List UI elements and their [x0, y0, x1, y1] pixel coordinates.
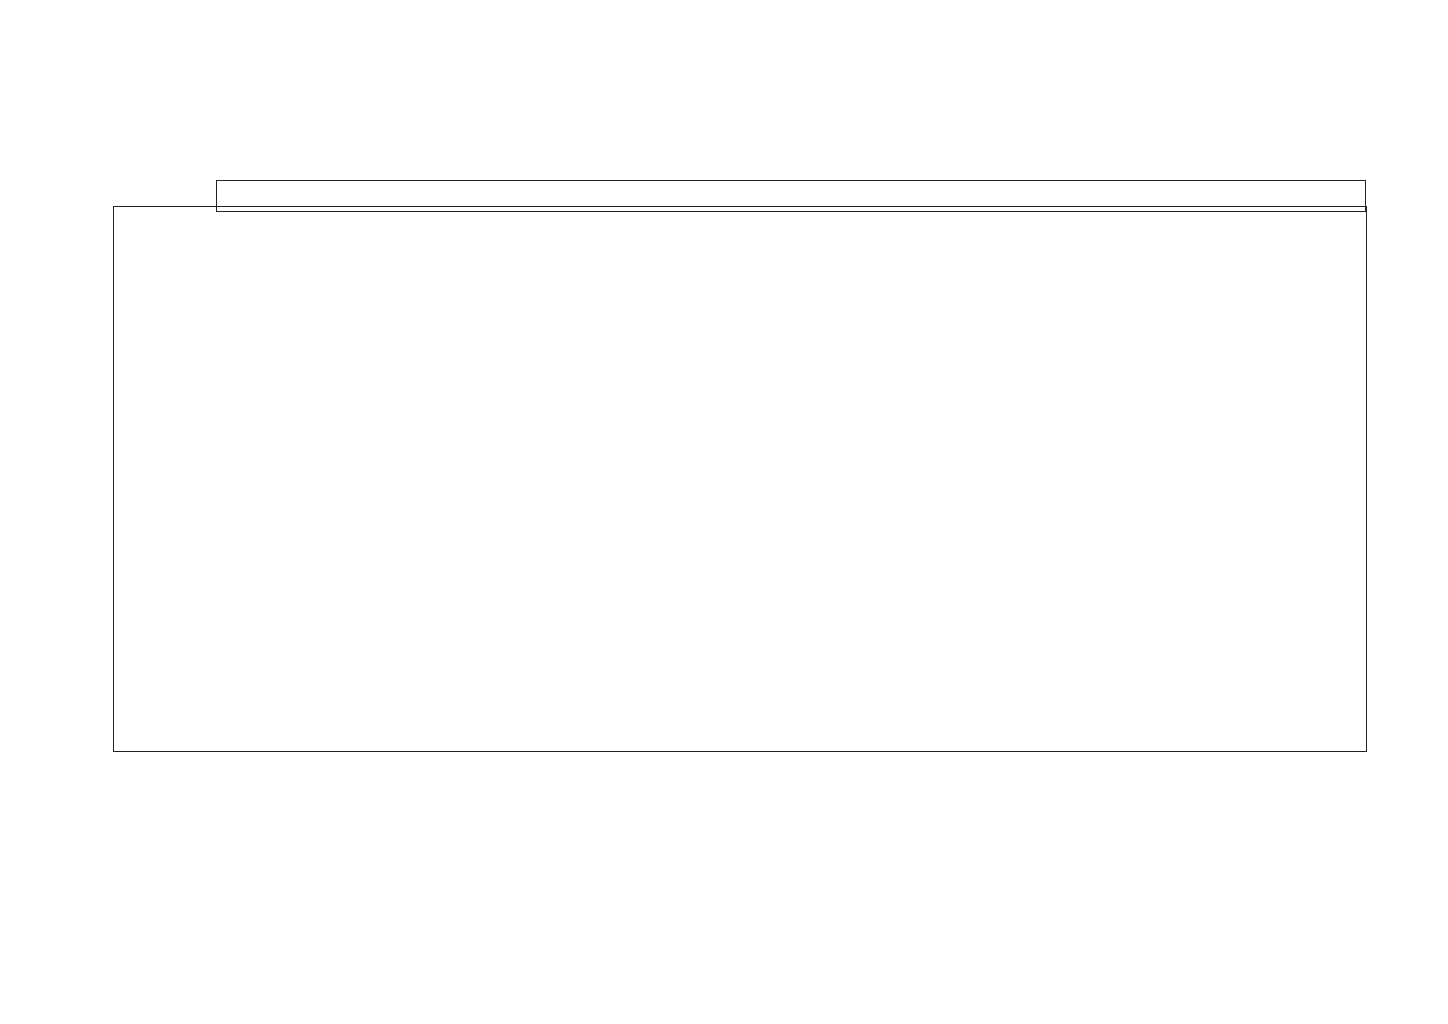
weekly-menu-table: [113, 206, 1367, 752]
